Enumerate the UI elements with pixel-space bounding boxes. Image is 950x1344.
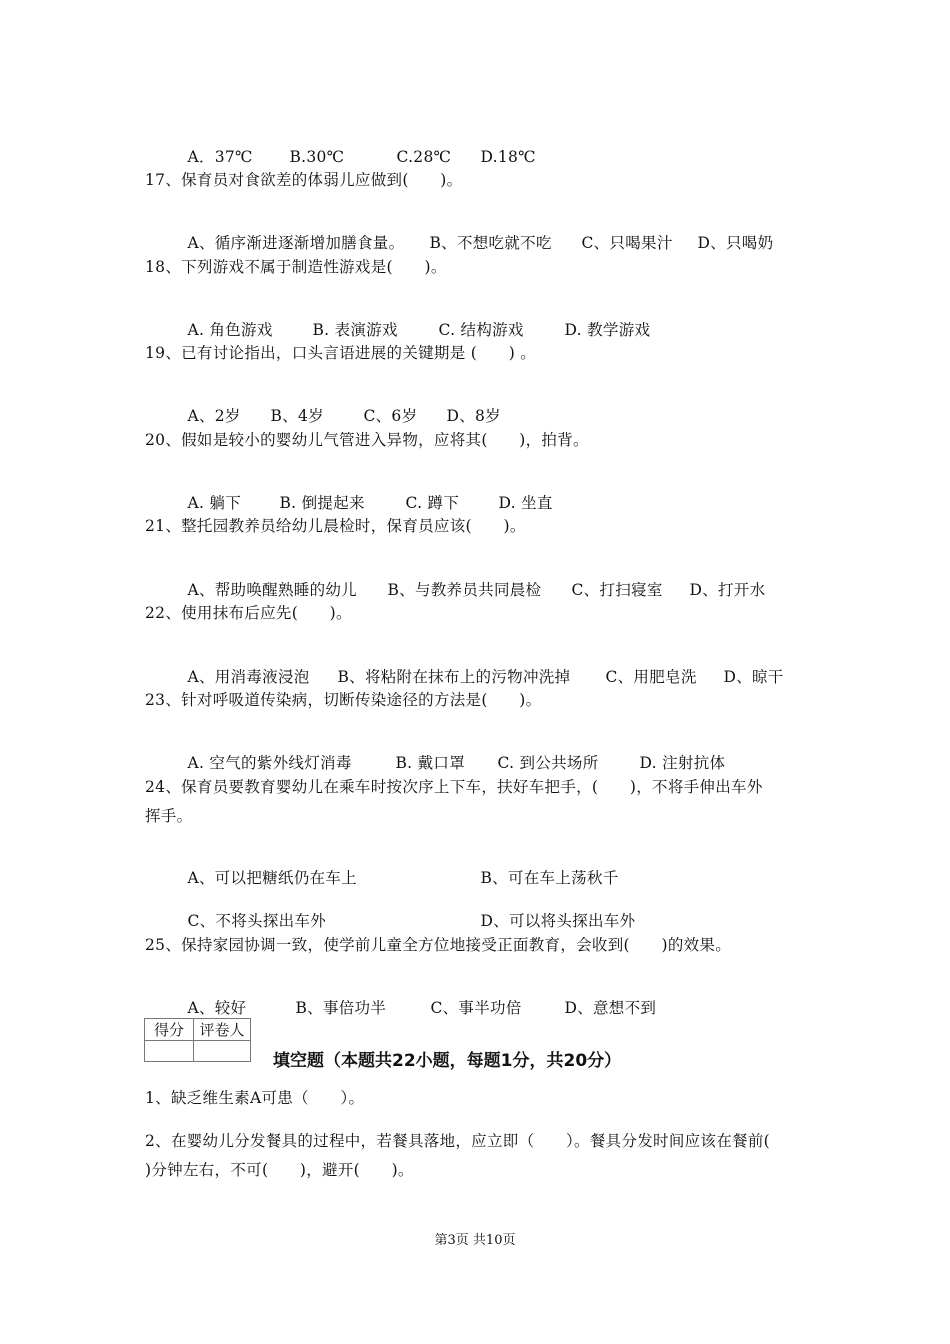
page-footer: 第3页 共10页 xyxy=(434,1233,516,1248)
grader-label: 评卷人 xyxy=(194,1019,251,1041)
option-b: B. 表演游戏 xyxy=(312,321,398,339)
question-20: 20、假如是较小的婴幼儿气管进入异物，应将其( )，拍背。 xyxy=(145,431,589,449)
option-b: B、可在车上荡秋千 xyxy=(480,869,619,887)
question-19: 19、已有讨论指出，口头言语进展的关键期是 ( ) 。 xyxy=(145,344,537,362)
option-d: D、打开水 xyxy=(689,581,766,599)
q23-options xyxy=(177,733,725,773)
option-b: B. 倒提起来 xyxy=(279,494,365,512)
fill-question-2-line2: )分钟左右，不可( )，避开( )。 xyxy=(145,1161,414,1179)
option-c: C. 结构游戏 xyxy=(438,321,524,339)
fill-question-2-line1: 2、在婴幼儿分发餐具的过程中，若餐具落地，应立即（ ）。餐具分发时间应该在餐前( xyxy=(145,1132,770,1150)
question-24-line1: 24、保育员要教育婴幼儿在乘车时按次序上下车，扶好车把手，( )，不将手伸出车外 xyxy=(145,778,763,796)
q24-options-row2 xyxy=(177,891,635,931)
option-c: C、不将头探出车外 xyxy=(187,912,327,930)
q16-options xyxy=(177,127,536,167)
q19-options xyxy=(177,386,501,426)
option-c: C、事半功倍 xyxy=(430,999,522,1017)
option-c: C. 到公共场所 xyxy=(497,754,599,772)
question-22: 22、使用抹布后应先( )。 xyxy=(145,604,352,622)
score-box xyxy=(144,1018,251,1062)
option-a: A、可以把糖纸仍在车上 xyxy=(187,869,357,887)
q21-options xyxy=(177,560,765,600)
option-a: A、较好 xyxy=(187,999,247,1017)
question-25: 25、保持家园协调一致，使学前儿童全方位地接受正面教育，会收到( )的效果。 xyxy=(145,936,732,954)
option-d: D. 注射抗体 xyxy=(639,754,726,772)
option-c: C、6岁 xyxy=(363,407,418,425)
option-d: D、只喝奶 xyxy=(697,234,774,252)
option-c: C.28℃ xyxy=(396,148,452,166)
option-b: B、与教养员共同晨检 xyxy=(387,581,542,599)
option-b: B. 戴口罩 xyxy=(395,754,466,772)
option-d: D、晾干 xyxy=(723,668,784,686)
q18-options xyxy=(177,300,650,340)
option-c: C、只喝果汁 xyxy=(581,234,673,252)
option-c: C、用肥皂洗 xyxy=(605,668,697,686)
score-label: 得分 xyxy=(145,1019,194,1041)
option-c: C、打扫寝室 xyxy=(571,581,663,599)
q17-options xyxy=(177,213,773,253)
section-title: 填空题（本题共22小题，每题1分，共20分） xyxy=(273,1051,622,1071)
q25-options xyxy=(177,978,656,1018)
option-a: A. 角色游戏 xyxy=(187,321,273,339)
question-17: 17、保育员对食欲差的体弱儿应做到( )。 xyxy=(145,171,463,189)
option-a: A、帮助唤醒熟睡的幼儿 xyxy=(187,581,357,599)
option-a: A. 躺下 xyxy=(187,494,242,512)
option-b: B、4岁 xyxy=(270,407,324,425)
question-24-line2: 挥手。 xyxy=(145,807,193,825)
option-d: D、意想不到 xyxy=(564,999,657,1017)
option-d: D、可以将头探出车外 xyxy=(480,912,636,930)
option-c: C. 蹲下 xyxy=(405,494,460,512)
q24-options-row1 xyxy=(177,848,619,888)
option-a: A、2岁 xyxy=(187,407,241,425)
option-d: D. 教学游戏 xyxy=(564,321,651,339)
score-cell xyxy=(145,1041,194,1062)
q20-options xyxy=(177,473,553,513)
q22-options xyxy=(177,647,784,687)
option-b: B、事倍功半 xyxy=(295,999,387,1017)
option-d: D. 坐直 xyxy=(498,494,553,512)
option-a: A. 空气的紫外线灯消毒 xyxy=(187,754,352,772)
question-23: 23、针对呼吸道传染病，切断传染途径的方法是( )。 xyxy=(145,691,542,709)
option-b: B、不想吃就不吃 xyxy=(429,234,552,252)
option-a: A．37℃ xyxy=(187,148,253,166)
option-d: D、8岁 xyxy=(446,407,501,425)
question-21: 21、整托园教养员给幼儿晨检时，保育员应该( )。 xyxy=(145,517,526,535)
grader-cell xyxy=(194,1041,251,1062)
option-b: B.30℃ xyxy=(289,148,345,166)
option-a: A、循序渐进逐渐增加膳食量。 xyxy=(187,234,405,252)
option-b: B、将粘附在抹布上的污物冲洗掉 xyxy=(337,668,571,686)
fill-question-1: 1、缺乏维生素A可患（ ）。 xyxy=(145,1089,365,1107)
option-a: A、用消毒液浸泡 xyxy=(187,668,310,686)
option-d: D.18℃ xyxy=(480,148,536,166)
question-18: 18、下列游戏不属于制造性游戏是( )。 xyxy=(145,258,447,276)
